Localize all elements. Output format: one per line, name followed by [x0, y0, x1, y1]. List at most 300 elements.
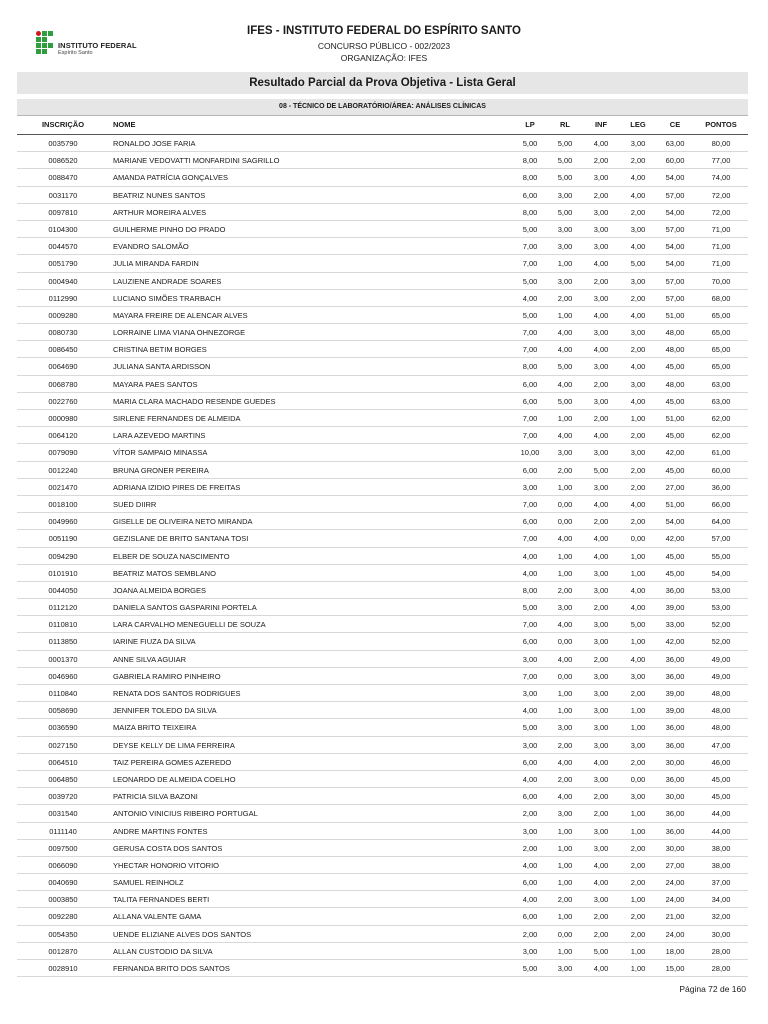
rl-cell: 4,00: [557, 534, 573, 544]
lp-cell: 2,00: [522, 809, 538, 819]
inscricao-cell: 0079090: [48, 448, 78, 458]
rl-cell: 5,00: [557, 396, 573, 406]
inscricao-cell: 0097500: [48, 843, 78, 853]
pontos-cell: 53,00: [711, 585, 731, 595]
rl-cell: 3,00: [557, 242, 573, 252]
table-row: [17, 926, 748, 943]
inscricao-cell: 0044570: [48, 242, 78, 252]
pontos-cell: 30,00: [711, 929, 731, 939]
nome-cell: MARIANE VEDOVATTI MONFARDINI SAGRILLO: [113, 156, 280, 166]
rl-cell: 3,00: [557, 809, 573, 819]
lp-cell: 3,00: [522, 946, 538, 956]
nome-cell: ANTONIO VINICIUS RIBEIRO PORTUGAL: [113, 809, 258, 819]
lp-cell: 2,00: [522, 929, 538, 939]
inf-cell: 4,00: [593, 860, 609, 870]
ce-cell: 60,00: [665, 156, 685, 166]
leg-cell: 2,00: [630, 207, 646, 217]
leg-cell: 0,00: [630, 774, 646, 784]
nome-cell: RENATA DOS SANTOS RODRIGUES: [113, 689, 241, 698]
pontos-cell: 66,00: [711, 499, 731, 509]
nome-cell: LUCIANO SIMÕES TRARBACH: [113, 293, 221, 303]
inf-cell: 2,00: [593, 603, 609, 613]
inf-cell: 3,00: [593, 585, 609, 595]
pontos-cell: 55,00: [711, 551, 731, 561]
lp-cell: 3,00: [522, 826, 538, 836]
rl-cell: 1,00: [557, 551, 573, 561]
pontos-cell: 70,00: [711, 276, 731, 286]
rl-cell: 2,00: [557, 895, 573, 905]
inscricao-cell: 0064690: [48, 362, 78, 372]
pontos-cell: 47,00: [711, 740, 731, 750]
nome-cell: LARA CARVALHO MENEGUELLI DE SOUZA: [113, 620, 266, 630]
lp-cell: 6,00: [522, 637, 538, 647]
lp-cell: 5,00: [522, 310, 538, 320]
table-row: [17, 668, 748, 685]
pontos-cell: 28,00: [711, 946, 731, 956]
lp-cell: 8,00: [522, 173, 538, 183]
inscricao-cell: 0028910: [48, 964, 78, 973]
lp-cell: 5,00: [522, 723, 538, 733]
inscricao-cell: 0004940: [48, 276, 78, 286]
lp-cell: 3,00: [522, 689, 538, 698]
ce-cell: 57,00: [665, 190, 685, 200]
nome-cell: SIRLENE FERNANDES DE ALMEIDA: [113, 414, 241, 423]
pontos-cell: 71,00: [711, 242, 731, 252]
table-row: [17, 324, 748, 341]
table-row: [17, 702, 748, 719]
lp-cell: 7,00: [522, 431, 538, 441]
table-row: [17, 427, 748, 444]
ce-cell: 36,00: [665, 671, 685, 681]
ce-cell: 36,00: [665, 654, 685, 664]
table-row: [17, 169, 748, 186]
inscricao-cell: 0110810: [48, 620, 78, 630]
pontos-cell: 62,00: [711, 414, 731, 423]
table-row: [17, 771, 748, 788]
ce-cell: 51,00: [665, 310, 685, 320]
table-row: [17, 273, 748, 290]
column-header-inscricao: INSCRIÇÃO: [41, 120, 85, 129]
table-row: [17, 307, 748, 324]
inf-cell: 3,00: [593, 671, 609, 681]
ce-cell: 36,00: [665, 774, 685, 784]
inf-cell: 3,00: [593, 723, 609, 733]
rl-cell: 4,00: [557, 757, 573, 767]
leg-cell: 2,00: [630, 757, 646, 767]
leg-cell: 5,00: [630, 259, 646, 269]
inscricao-cell: 0001370: [48, 654, 78, 664]
table-row: [17, 204, 748, 221]
rl-cell: 3,00: [557, 448, 573, 458]
table-row: [17, 960, 748, 977]
lp-cell: 7,00: [522, 328, 538, 338]
rl-cell: 3,00: [557, 224, 573, 234]
table-row: [17, 943, 748, 960]
inscricao-cell: 0049960: [48, 517, 78, 527]
leg-cell: 1,00: [630, 637, 646, 647]
pontos-cell: 77,00: [711, 156, 731, 166]
lp-cell: 7,00: [522, 414, 538, 423]
lp-cell: 7,00: [522, 671, 538, 681]
nome-cell: DEYSE KELLY DE LIMA FERREIRA: [113, 740, 235, 750]
rl-cell: 4,00: [557, 345, 573, 355]
lp-cell: 6,00: [522, 379, 538, 389]
inscricao-cell: 0113850: [48, 637, 78, 647]
table-row: [17, 187, 748, 204]
inf-cell: 3,00: [593, 224, 609, 234]
table-row: [17, 462, 748, 479]
table-row: [17, 737, 748, 754]
table-row: [17, 358, 748, 375]
leg-cell: 3,00: [630, 328, 646, 338]
lp-cell: 6,00: [522, 792, 538, 802]
report-title: Resultado Parcial da Prova Objetiva - Lista Geral: [17, 72, 748, 94]
nome-cell: MAYARA PAES SANTOS: [113, 379, 198, 389]
rl-cell: 1,00: [557, 860, 573, 870]
nome-cell: MAIZA BRITO TEIXEIRA: [113, 723, 197, 733]
ce-cell: 48,00: [665, 379, 685, 389]
pontos-cell: 37,00: [711, 878, 731, 888]
lp-cell: 8,00: [522, 156, 538, 166]
leg-cell: 1,00: [630, 946, 646, 956]
table-row: [17, 496, 748, 513]
pontos-cell: 72,00: [711, 190, 731, 200]
leg-cell: 4,00: [630, 603, 646, 613]
pontos-cell: 36,00: [711, 482, 731, 492]
rl-cell: 3,00: [557, 276, 573, 286]
nome-cell: ARTHUR MOREIRA ALVES: [113, 207, 207, 217]
pontos-cell: 71,00: [711, 224, 731, 234]
rl-cell: 0,00: [557, 637, 573, 647]
lp-cell: 5,00: [522, 276, 538, 286]
table-row: [17, 393, 748, 410]
rl-cell: 4,00: [557, 620, 573, 630]
ce-cell: 27,00: [665, 860, 685, 870]
leg-cell: 4,00: [630, 654, 646, 664]
lp-cell: 8,00: [522, 585, 538, 595]
inscricao-cell: 0112120: [48, 603, 78, 613]
ce-cell: 27,00: [665, 482, 685, 492]
ce-cell: 39,00: [665, 706, 685, 716]
pontos-cell: 63,00: [711, 379, 731, 389]
leg-cell: 1,00: [630, 964, 646, 973]
ce-cell: 45,00: [665, 551, 685, 561]
pontos-cell: 53,00: [711, 603, 731, 613]
nome-cell: PATRICIA SILVA BAZONI: [113, 792, 198, 802]
ce-cell: 45,00: [665, 568, 685, 578]
lp-cell: 6,00: [522, 757, 538, 767]
rl-cell: 4,00: [557, 379, 573, 389]
table-row: [17, 548, 748, 565]
rl-cell: 5,00: [557, 156, 573, 166]
lp-cell: 8,00: [522, 207, 538, 217]
leg-cell: 2,00: [630, 860, 646, 870]
lp-cell: 4,00: [522, 568, 538, 578]
ce-cell: 51,00: [665, 414, 685, 423]
rl-cell: 0,00: [557, 929, 573, 939]
pontos-cell: 52,00: [711, 620, 731, 630]
ce-cell: 24,00: [665, 929, 685, 939]
ce-cell: 39,00: [665, 603, 685, 613]
leg-cell: 2,00: [630, 689, 646, 698]
leg-cell: 4,00: [630, 310, 646, 320]
lp-cell: 5,00: [522, 603, 538, 613]
pontos-cell: 61,00: [711, 448, 731, 458]
inf-cell: 4,00: [593, 431, 609, 441]
pontos-cell: 65,00: [711, 310, 731, 320]
column-header-ce: CE: [669, 120, 681, 129]
inscricao-cell: 0064510: [48, 757, 78, 767]
column-header-lp: LP: [525, 120, 535, 129]
inf-cell: 3,00: [593, 689, 609, 698]
table-row: [17, 530, 748, 547]
nome-cell: JULIA MIRANDA FARDIN: [113, 259, 199, 269]
lp-cell: 8,00: [522, 362, 538, 372]
nome-cell: LARA AZEVEDO MARTINS: [113, 431, 206, 441]
section-title: 08 - TÉCNICO DE LABORATÓRIO/ÁREA: ANÁLISES CLÍNICAS: [17, 99, 748, 116]
pontos-cell: 57,00: [711, 534, 731, 544]
inf-cell: 3,00: [593, 895, 609, 905]
leg-cell: 2,00: [630, 345, 646, 355]
rl-cell: 1,00: [557, 414, 573, 423]
column-header-leg: LEG: [630, 120, 646, 129]
nome-cell: ADRIANA IZIDIO PIRES DE FREITAS: [113, 482, 241, 492]
ce-cell: 54,00: [665, 242, 685, 252]
ce-cell: 45,00: [665, 431, 685, 441]
table-row: [17, 840, 748, 857]
ce-cell: 57,00: [665, 293, 685, 303]
table-row: [17, 582, 748, 599]
leg-cell: 3,00: [630, 448, 646, 458]
rl-cell: 4,00: [557, 328, 573, 338]
leg-cell: 2,00: [630, 843, 646, 853]
lp-cell: 4,00: [522, 860, 538, 870]
pontos-cell: 52,00: [711, 637, 731, 647]
inf-cell: 3,00: [593, 637, 609, 647]
ce-cell: 42,00: [665, 637, 685, 647]
lp-cell: 6,00: [522, 878, 538, 888]
leg-cell: 3,00: [630, 671, 646, 681]
rl-cell: 2,00: [557, 293, 573, 303]
nome-cell: TAIZ PEREIRA GOMES AZEREDO: [113, 757, 232, 767]
pontos-cell: 74,00: [711, 173, 731, 183]
inscricao-cell: 0022760: [48, 396, 78, 406]
ce-cell: 54,00: [665, 173, 685, 183]
inscricao-cell: 0066090: [48, 860, 78, 870]
inscricao-cell: 0018100: [48, 499, 78, 509]
table-row: [17, 565, 748, 582]
inscricao-cell: 0110840: [48, 689, 78, 698]
inf-cell: 2,00: [593, 414, 609, 423]
rl-cell: 1,00: [557, 259, 573, 269]
nome-cell: ALLANA VALENTE GAMA: [113, 912, 202, 922]
leg-cell: 4,00: [630, 190, 646, 200]
inf-cell: 3,00: [593, 293, 609, 303]
results-table-body: [17, 135, 748, 977]
column-header-rl: RL: [560, 120, 570, 129]
pontos-cell: 60,00: [711, 465, 731, 475]
leg-cell: 4,00: [630, 396, 646, 406]
pontos-cell: 68,00: [711, 293, 731, 303]
inscricao-cell: 0040690: [48, 878, 78, 888]
pontos-cell: 45,00: [711, 792, 731, 802]
lp-cell: 5,00: [522, 224, 538, 234]
inf-cell: 4,00: [593, 534, 609, 544]
logo-subtitle: Espírito Santo: [58, 50, 93, 56]
contest-line: CONCURSO PÚBLICO - 002/2023: [317, 41, 451, 51]
ce-cell: 18,00: [665, 946, 685, 956]
ce-cell: 63,00: [665, 139, 685, 148]
lp-cell: 7,00: [522, 242, 538, 252]
ce-cell: 30,00: [665, 757, 685, 767]
rl-cell: 4,00: [557, 792, 573, 802]
inscricao-cell: 0080730: [48, 328, 78, 338]
table-row: [17, 513, 748, 530]
rl-cell: 0,00: [557, 671, 573, 681]
table-row: [17, 135, 748, 152]
column-header-nome: NOME: [113, 120, 136, 129]
pontos-cell: 71,00: [711, 259, 731, 269]
table-row: [17, 238, 748, 255]
inscricao-cell: 0064120: [48, 431, 78, 441]
lp-cell: 5,00: [522, 964, 538, 973]
lp-cell: 7,00: [522, 534, 538, 544]
rl-cell: 5,00: [557, 362, 573, 372]
leg-cell: 3,00: [630, 139, 646, 148]
document-title: IFES - INSTITUTO FEDERAL DO ESPÍRITO SANTO: [247, 25, 521, 37]
ce-cell: 39,00: [665, 689, 685, 698]
inscricao-cell: 0027150: [48, 740, 78, 750]
pontos-cell: 65,00: [711, 328, 731, 338]
nome-cell: DANIELA SANTOS GASPARINI PORTELA: [113, 603, 257, 613]
leg-cell: 2,00: [630, 517, 646, 527]
ce-cell: 57,00: [665, 276, 685, 286]
rl-cell: 1,00: [557, 878, 573, 888]
pontos-cell: 48,00: [711, 706, 731, 716]
rl-cell: 1,00: [557, 689, 573, 698]
nome-cell: JULIANA SANTA ARDISSON: [113, 362, 211, 372]
lp-cell: 6,00: [522, 912, 538, 922]
leg-cell: 3,00: [630, 792, 646, 802]
leg-cell: 1,00: [630, 826, 646, 836]
table-row: [17, 255, 748, 272]
inf-cell: 3,00: [593, 774, 609, 784]
inscricao-cell: 0054350: [48, 929, 78, 939]
lp-cell: 2,00: [522, 843, 538, 853]
nome-cell: GERUSA COSTA DOS SANTOS: [113, 843, 223, 853]
nome-cell: BRUNA GRONER PEREIRA: [113, 465, 209, 475]
leg-cell: 2,00: [630, 431, 646, 441]
leg-cell: 4,00: [630, 242, 646, 252]
inf-cell: 4,00: [593, 499, 609, 509]
rl-cell: 5,00: [557, 173, 573, 183]
leg-cell: 1,00: [630, 809, 646, 819]
table-row: [17, 874, 748, 891]
organization-line: ORGANIZAÇÃO: IFES: [340, 53, 428, 63]
lp-cell: 3,00: [522, 654, 538, 664]
ce-cell: 57,00: [665, 224, 685, 234]
table-row: [17, 444, 748, 461]
nome-cell: ANNE SILVA AGUIAR: [113, 654, 187, 664]
inf-cell: 3,00: [593, 482, 609, 492]
rl-cell: 1,00: [557, 912, 573, 922]
leg-cell: 1,00: [630, 706, 646, 716]
leg-cell: 1,00: [630, 895, 646, 905]
inscricao-cell: 0086450: [48, 345, 78, 355]
lp-cell: 7,00: [522, 620, 538, 630]
ce-cell: 42,00: [665, 534, 685, 544]
lp-cell: 6,00: [522, 517, 538, 527]
table-row: [17, 221, 748, 238]
rl-cell: 0,00: [557, 499, 573, 509]
table-row: [17, 908, 748, 925]
inscricao-cell: 0031170: [48, 190, 78, 200]
inscricao-cell: 0101910: [48, 568, 78, 578]
leg-cell: 1,00: [630, 568, 646, 578]
logo-title: INSTITUTO FEDERAL: [58, 41, 137, 50]
rl-cell: 1,00: [557, 826, 573, 836]
pontos-cell: 34,00: [711, 895, 731, 905]
leg-cell: 2,00: [630, 465, 646, 475]
nome-cell: VÍTOR SAMPAIO MINASSA: [113, 448, 208, 458]
leg-cell: 2,00: [630, 912, 646, 922]
inscricao-cell: 0088470: [48, 173, 78, 183]
rl-cell: 0,00: [557, 517, 573, 527]
lp-cell: 4,00: [522, 895, 538, 905]
rl-cell: 1,00: [557, 706, 573, 716]
inf-cell: 3,00: [593, 448, 609, 458]
nome-cell: EVANDRO SALOMÃO: [113, 242, 189, 252]
leg-cell: 1,00: [630, 551, 646, 561]
nome-cell: LORRAINE LIMA VIANA OHNEZORGE: [113, 328, 246, 338]
leg-cell: 0,00: [630, 534, 646, 544]
rl-cell: 4,00: [557, 654, 573, 664]
rl-cell: 1,00: [557, 482, 573, 492]
table-row: [17, 633, 748, 650]
inf-cell: 3,00: [593, 362, 609, 372]
table-row: [17, 823, 748, 840]
nome-cell: BEATRIZ NUNES SANTOS: [113, 190, 206, 200]
inscricao-cell: 0031540: [48, 809, 78, 819]
nome-cell: GISELLE DE OLIVEIRA NETO MIRANDA: [113, 517, 253, 527]
ce-cell: 42,00: [665, 448, 685, 458]
table-row: [17, 651, 748, 668]
rl-cell: 3,00: [557, 723, 573, 733]
nome-cell: FERNANDA BRITO DOS SANTOS: [113, 964, 230, 973]
table-row: [17, 410, 748, 427]
ce-cell: 45,00: [665, 396, 685, 406]
ce-cell: 36,00: [665, 826, 685, 836]
pontos-cell: 38,00: [711, 843, 731, 853]
lp-cell: 4,00: [522, 551, 538, 561]
nome-cell: ALLAN CUSTODIO DA SILVA: [113, 946, 213, 956]
column-header-pontos: PONTOS: [705, 120, 737, 129]
table-row: [17, 616, 748, 633]
nome-cell: LEONARDO DE ALMEIDA COELHO: [113, 774, 236, 784]
rl-cell: 3,00: [557, 603, 573, 613]
pontos-cell: 28,00: [711, 964, 731, 973]
inf-cell: 4,00: [593, 310, 609, 320]
leg-cell: 3,00: [630, 379, 646, 389]
lp-cell: 7,00: [522, 345, 538, 355]
ce-cell: 24,00: [665, 895, 685, 905]
pontos-cell: 49,00: [711, 654, 731, 664]
pontos-cell: 46,00: [711, 757, 731, 767]
inf-cell: 2,00: [593, 929, 609, 939]
nome-cell: TALITA FERNANDES BERTI: [113, 895, 210, 905]
leg-cell: 2,00: [630, 878, 646, 888]
nome-cell: JENNIFER TOLEDO DA SILVA: [113, 706, 217, 716]
